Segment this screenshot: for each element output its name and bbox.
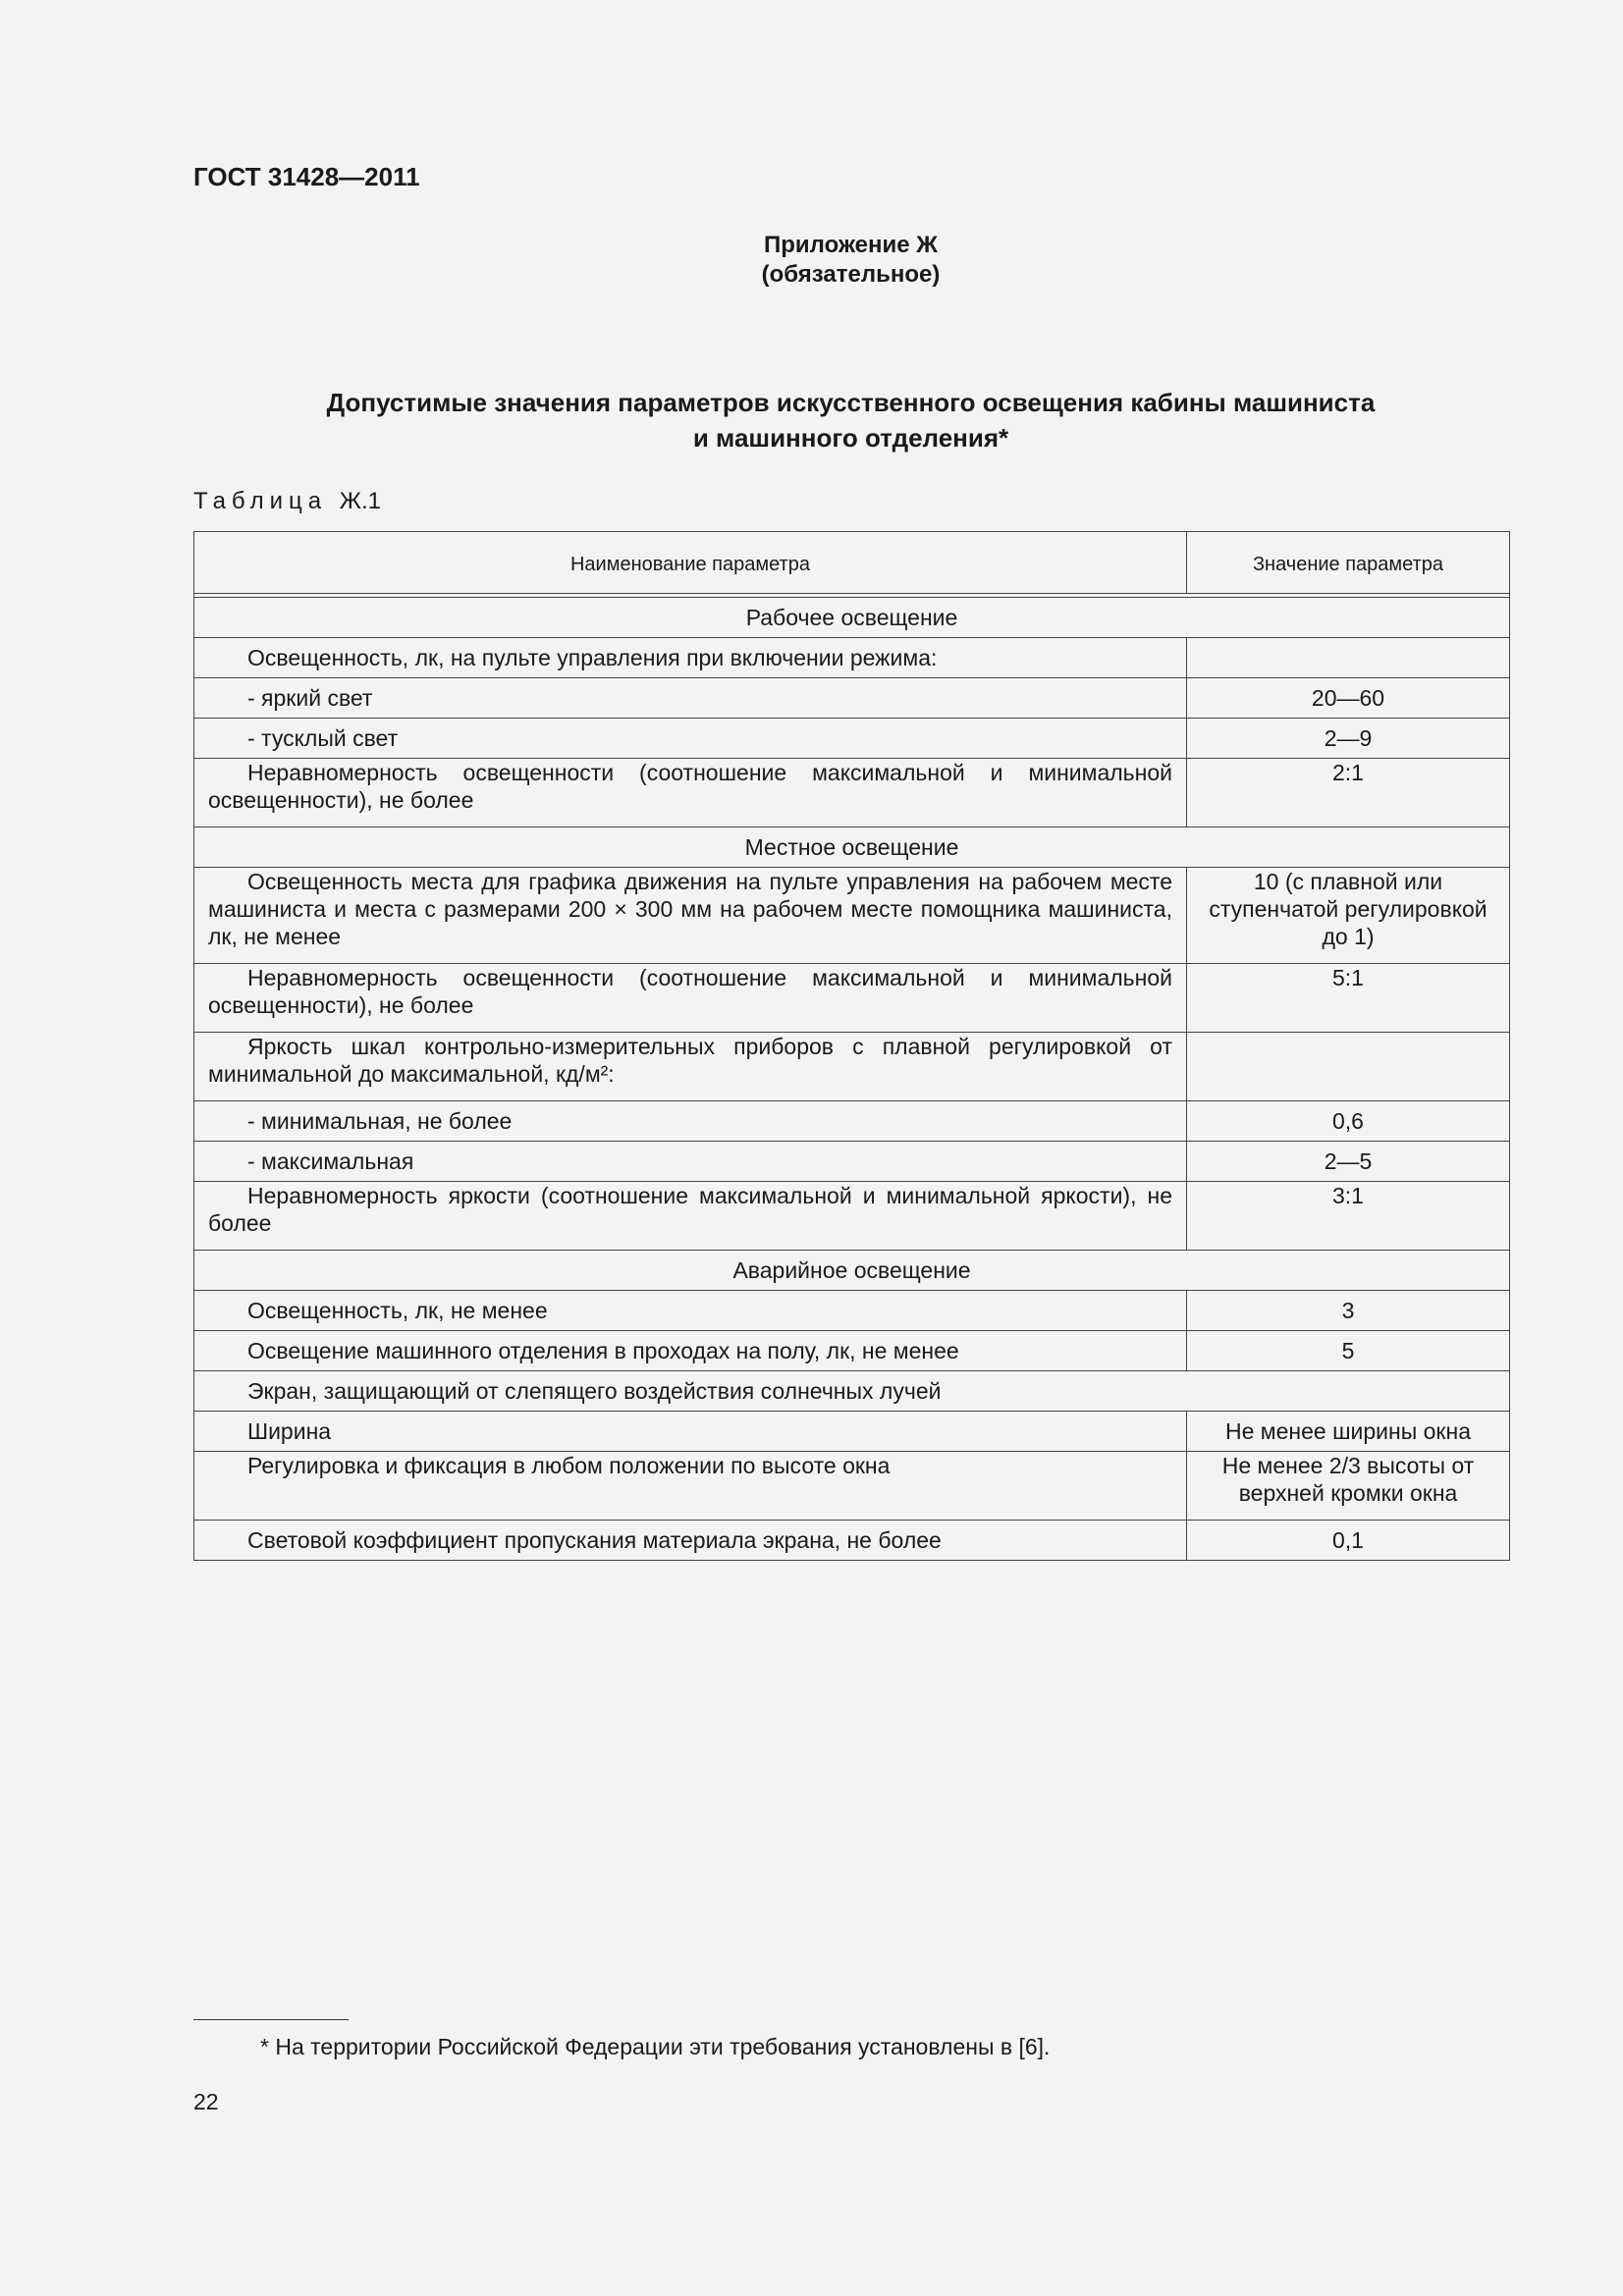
param-value: 5:1	[1187, 964, 1510, 1033]
parameters-table	[193, 531, 1510, 1561]
table-row	[194, 964, 1510, 1033]
param-value: 3	[1187, 1291, 1510, 1331]
table-label	[193, 488, 381, 515]
param-value: 3:1	[1187, 1182, 1510, 1251]
param-name: Неравномерность освещенности (соотношение максимальной и минимальной освещенности), не более	[194, 964, 1187, 1033]
param-name: - максимальная	[194, 1142, 1187, 1182]
table-row	[194, 1142, 1510, 1182]
section-emergency-lighting: Аварийное освещение	[194, 1251, 1510, 1291]
document-id: ГОСТ 31428—2011	[193, 162, 420, 191]
param-name: Ширина	[194, 1412, 1187, 1452]
footnote-divider	[193, 2019, 349, 2020]
param-name: Регулировка и фиксация в любом положении по высоте окна	[194, 1452, 1187, 1521]
param-name: Неравномерность освещенности (соотношение максимальной и минимальной освещенности), не более	[194, 759, 1187, 828]
param-name: Освещение машинного отделения в проходах на полу, лк, не менее	[194, 1331, 1187, 1371]
table-row	[194, 759, 1510, 828]
param-name-spanning: Экран, защищающий от слепящего воздействия солнечных лучей	[194, 1371, 1510, 1412]
section-work-lighting: Рабочее освещение	[194, 598, 1510, 638]
table-row	[194, 868, 1510, 964]
param-value: 0,6	[1187, 1101, 1510, 1142]
table-row	[194, 719, 1510, 759]
table-label-number: Ж.1	[339, 488, 381, 514]
param-value: 0,1	[1187, 1521, 1510, 1561]
param-value: Не менее ширины окна	[1187, 1412, 1510, 1452]
title-line-1: Допустимые значения параметров искусственного освещения кабины машиниста	[326, 388, 1376, 417]
table-row	[194, 1291, 1510, 1331]
page-number: 22	[193, 2089, 219, 2114]
param-name: - тусклый свет	[194, 719, 1187, 759]
param-value: Не менее 2/3 высоты от верхней кромки окна	[1187, 1452, 1510, 1521]
param-value: 20—60	[1187, 678, 1510, 719]
appendix-heading	[0, 231, 1623, 290]
table-row	[194, 638, 1510, 678]
table-row	[194, 1101, 1510, 1142]
table-row	[194, 1452, 1510, 1521]
table-row	[194, 1331, 1510, 1371]
param-name: - минимальная, не более	[194, 1101, 1187, 1142]
param-value: 2—9	[1187, 719, 1510, 759]
table-row	[194, 1521, 1510, 1561]
table-row	[194, 1412, 1510, 1452]
appendix-status: (обязательное)	[761, 261, 941, 288]
param-name: Освещенность места для графика движения на пульте управления на рабочем месте машиниста и места с размерами 200 × 300 мм на рабочем месте помощника машиниста, лк, не менее	[194, 868, 1187, 964]
section-row	[194, 1251, 1510, 1291]
table-row	[194, 1371, 1510, 1412]
table-header-row	[194, 532, 1510, 594]
table-row	[194, 1033, 1510, 1101]
section-local-lighting: Местное освещение	[194, 828, 1510, 868]
param-name: Яркость шкал контрольно-измерительных приборов с плавной регулировкой от минимальной до максимальной, кд/м²:	[194, 1033, 1187, 1101]
appendix-title	[0, 385, 1623, 455]
header-parameter-value: Значение параметра	[1187, 532, 1510, 594]
param-name: Неравномерность яркости (соотношение максимальной и минимальной яркости), не более	[194, 1182, 1187, 1251]
table-label-word: Таблица	[193, 488, 328, 514]
param-name: Освещенность, лк, на пульте управления при включении режима:	[194, 638, 1187, 678]
param-value: 5	[1187, 1331, 1510, 1371]
appendix-label: Приложение Ж	[764, 232, 938, 258]
param-name: Освещенность, лк, не менее	[194, 1291, 1187, 1331]
section-row	[194, 598, 1510, 638]
param-name: Световой коэффициент пропускания материала экрана, не более	[194, 1521, 1187, 1561]
param-value: 2:1	[1187, 759, 1510, 828]
param-value	[1187, 1033, 1510, 1101]
section-row	[194, 828, 1510, 868]
param-value: 10 (с плавной или ступенчатой регулировкой до 1)	[1187, 868, 1510, 964]
footnote: * На территории Российской Федерации эти требования установлены в [6].	[260, 2034, 1051, 2059]
param-value	[1187, 638, 1510, 678]
header-parameter-name: Наименование параметра	[194, 532, 1187, 594]
param-name: - яркий свет	[194, 678, 1187, 719]
table-row	[194, 1182, 1510, 1251]
param-value: 2—5	[1187, 1142, 1510, 1182]
table-row	[194, 678, 1510, 719]
title-line-2: и машинного отделения*	[692, 423, 1009, 453]
